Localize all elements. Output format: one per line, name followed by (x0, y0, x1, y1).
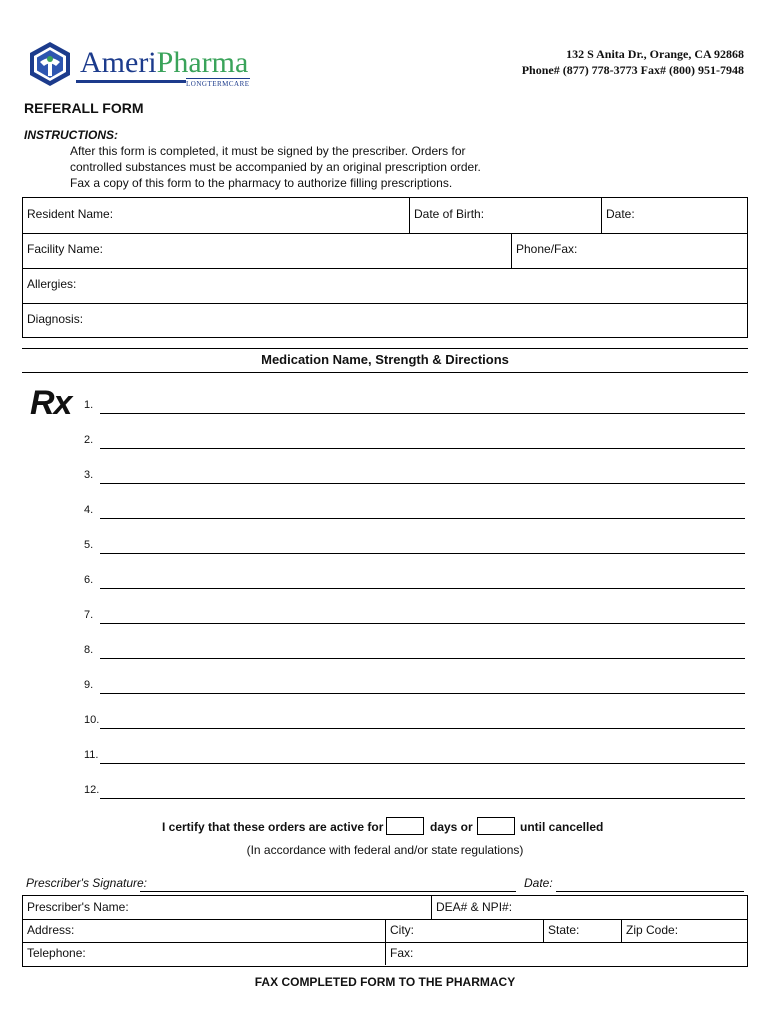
medication-line-input[interactable] (100, 413, 745, 414)
logo-word-ameri: Ameri (80, 46, 157, 79)
resident-name-field[interactable] (23, 198, 409, 233)
medication-line-input[interactable] (100, 693, 745, 694)
prescriber-row-2 (23, 919, 747, 943)
certify-days-text: days or (430, 820, 473, 834)
date-of-birth-field[interactable] (409, 198, 601, 233)
fax-field[interactable] (385, 942, 747, 965)
logo-emblem-icon (26, 40, 74, 88)
signature-date-label: Date: (524, 876, 553, 890)
instructions-text: After this form is completed, it must be signed by the prescriber. Orders for controlled substances must be accompanied by an original prescription order. Fax a copy of this form to the pharmacy to authorize filling prescriptions. (70, 144, 481, 190)
certify-text: I certify that these orders are active for (162, 820, 384, 834)
dea-npi-field[interactable] (431, 896, 747, 919)
prescriber-row-3 (23, 942, 747, 965)
phone-fax-label: Phone/Fax: (516, 242, 578, 256)
logo-subtitle: LONGTERMCARE (186, 80, 250, 88)
state-label: State: (548, 923, 580, 937)
fax-label: Fax: (390, 946, 414, 960)
medication-line-input[interactable] (100, 518, 745, 519)
medication-line-number: 10. (84, 714, 100, 726)
medication-line-number: 9. (84, 679, 94, 691)
logo-word-pharma: Pharma (156, 46, 249, 79)
medication-line-input[interactable] (100, 658, 745, 659)
prescriber-row-1 (23, 896, 747, 920)
signature-line[interactable] (140, 891, 516, 892)
facility-name-label: Facility Name: (27, 242, 104, 256)
medication-bottom-rule (22, 372, 748, 373)
prescriber-info-table (22, 895, 748, 967)
signature-label: Prescriber's Signature: (26, 876, 148, 890)
footer-instruction: FAX COMPLETED FORM TO THE PHARMACY (254, 975, 516, 989)
diagnosis-label: Diagnosis: (27, 312, 84, 326)
medication-line-number: 12. (84, 784, 100, 796)
medication-line-input[interactable] (100, 553, 745, 554)
rx-symbol: Rx (30, 384, 72, 422)
date-field[interactable] (601, 198, 747, 233)
patient-row-3 (23, 268, 747, 304)
date-label: Date: (606, 207, 635, 221)
pharmacy-address-block (522, 46, 744, 78)
days-input[interactable] (386, 817, 424, 835)
telephone-field[interactable] (23, 942, 385, 965)
form-title: REFERALL FORM (24, 100, 144, 116)
ameripharma-logo (26, 40, 266, 92)
prescriber-name-field[interactable] (23, 896, 431, 919)
logo-underline (76, 80, 186, 83)
address-label: Address: (27, 923, 75, 937)
phone-fax-line: Phone# (877) 778-3773 Fax# (800) 951-7948 (521, 63, 744, 77)
medication-line-input[interactable] (100, 728, 745, 729)
medication-line-number: 2. (84, 434, 94, 446)
medication-top-rule (22, 348, 748, 349)
medication-line-number: 5. (84, 539, 94, 551)
telephone-label: Telephone: (27, 946, 86, 960)
phone-fax-field[interactable] (511, 233, 747, 268)
until-cancelled-input[interactable] (477, 817, 515, 835)
dea-npi-label: DEA# & NPI#: (436, 900, 513, 914)
allergies-label: Allergies: (27, 277, 77, 291)
medication-line-number: 8. (84, 644, 94, 656)
regulation-note: (In accordance with federal and/or state regulations) (246, 843, 524, 857)
medication-line-number: 4. (84, 504, 94, 516)
signature-date-line[interactable] (556, 891, 744, 892)
certify-until-text: until cancelled (520, 820, 604, 834)
medication-line-number: 6. (84, 574, 94, 586)
medication-line-input[interactable] (100, 448, 745, 449)
patient-row-1 (23, 198, 747, 234)
zip-code-field[interactable] (621, 919, 747, 942)
patient-row-2 (23, 233, 747, 269)
city-field[interactable] (385, 919, 543, 942)
allergies-field[interactable] (23, 268, 747, 303)
medication-line-input[interactable] (100, 798, 745, 799)
date-of-birth-label: Date of Birth: (414, 207, 485, 221)
zip-code-label: Zip Code: (626, 923, 679, 937)
medication-line-number: 7. (84, 609, 94, 621)
medication-heading: Medication Name, Strength & Directions (261, 352, 509, 367)
facility-name-field[interactable] (23, 233, 511, 268)
prescriber-name-label: Prescriber's Name: (27, 900, 129, 914)
patient-info-table (22, 197, 748, 338)
patient-row-4 (23, 303, 747, 338)
state-field[interactable] (543, 919, 621, 942)
medication-line-input[interactable] (100, 763, 745, 764)
instructions-heading: INSTRUCTIONS: (24, 128, 118, 142)
city-label: City: (390, 923, 414, 937)
address-line: 132 S Anita Dr., Orange, CA 92868 (566, 47, 744, 61)
medication-line-number: 11. (84, 749, 99, 761)
medication-line-number: 1. (84, 399, 94, 411)
diagnosis-field[interactable] (23, 303, 747, 338)
medication-line-number: 3. (84, 469, 94, 481)
medication-line-input[interactable] (100, 588, 745, 589)
medication-line-input[interactable] (100, 483, 745, 484)
medication-line-input[interactable] (100, 623, 745, 624)
resident-name-label: Resident Name: (27, 207, 114, 221)
logo-wordmark (80, 46, 248, 80)
address-field[interactable] (23, 919, 385, 942)
